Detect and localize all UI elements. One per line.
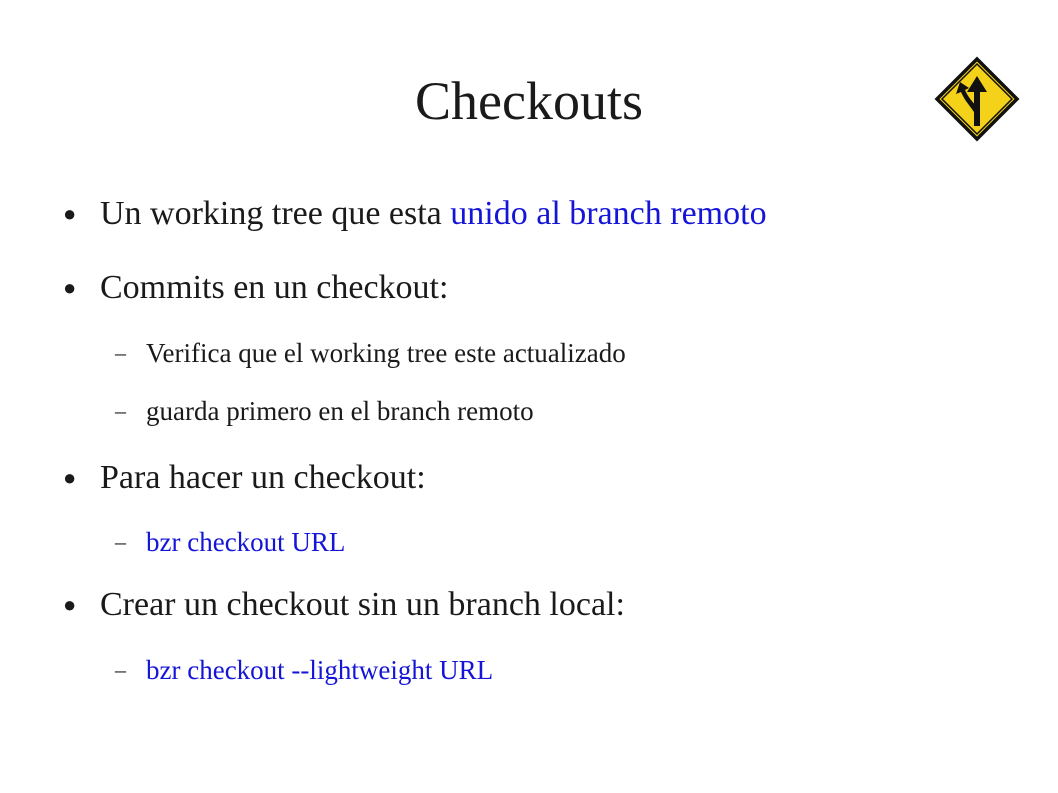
bullet-crear-checkout: Crear un checkout sin un branch local: <box>100 586 625 623</box>
bullet-text: Un working tree que esta <box>100 195 451 232</box>
bullet-commits: Commits en un checkout: <box>100 269 449 306</box>
dash-icon: – <box>115 340 126 365</box>
sub-item-verifica: Verifica que el working tree este actualizado <box>146 338 626 368</box>
dash-icon: – <box>115 529 126 554</box>
bullet-para-hacer: Para hacer un checkout: <box>100 459 426 496</box>
sub-item-guarda: guarda primero en el branch remoto <box>146 396 534 426</box>
bullet-dot-icon: ● <box>63 275 77 300</box>
bullet-highlight: unido al branch remoto <box>450 195 767 232</box>
bullet-dot-icon: ● <box>63 201 77 226</box>
dash-icon: – <box>115 657 126 682</box>
bullet-dot-icon: ● <box>63 592 77 617</box>
sub-item-bzr-lightweight: bzr checkout --lightweight URL <box>146 655 494 685</box>
dash-icon: – <box>115 398 126 423</box>
bullet-dot-icon: ● <box>63 465 77 490</box>
sub-item-bzr-checkout: bzr checkout URL <box>146 527 346 557</box>
merge-road-sign-icon <box>934 56 1020 142</box>
bullet-working-tree <box>100 192 767 236</box>
slide-title: Checkouts <box>415 71 643 131</box>
